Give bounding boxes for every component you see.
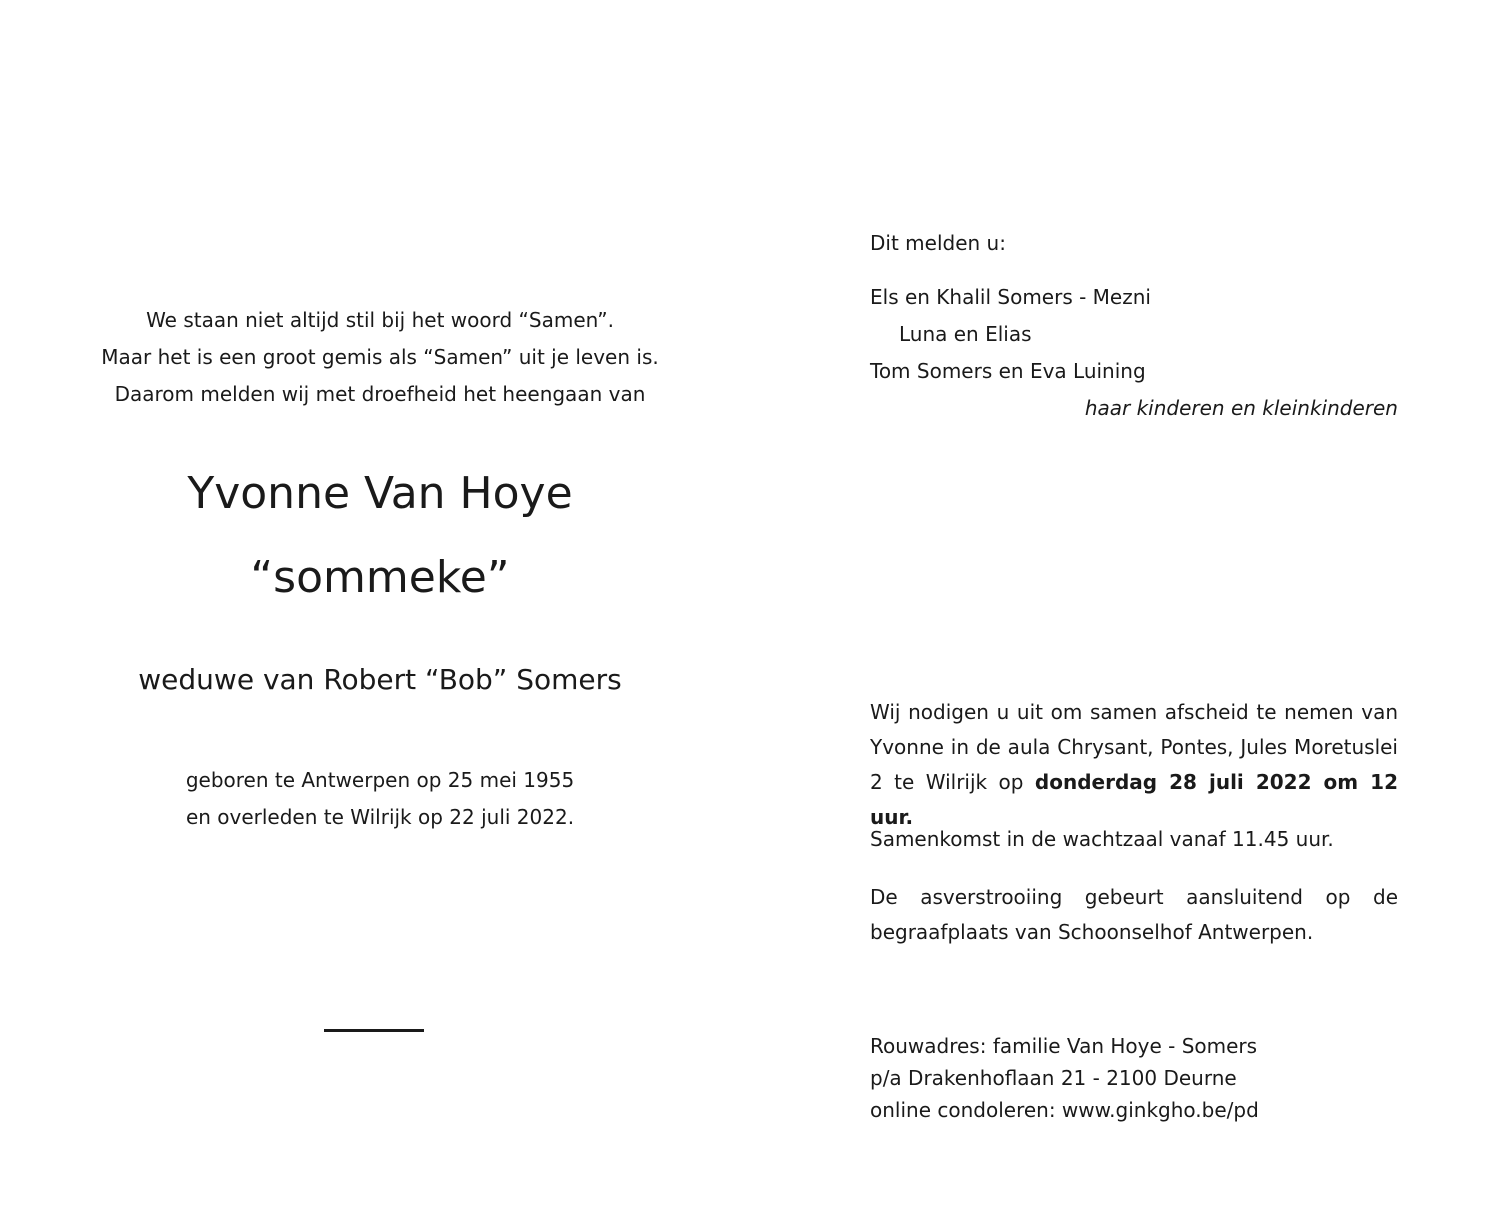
scattering-line-2: begraafplaats van Schoonselhof Antwerpen. bbox=[870, 920, 1314, 944]
divider-line bbox=[324, 1029, 424, 1032]
widow-of: weduwe van Robert “Bob” Somers bbox=[138, 663, 622, 696]
family-line-1: Els en Khalil Somers - Mezni bbox=[870, 285, 1151, 309]
intro-line-3: Daarom melden wij met droefheid het heengaan van bbox=[114, 382, 646, 406]
announce-heading: Dit melden u: bbox=[870, 231, 1006, 255]
address-line-3: online condoleren: www.ginkgho.be/pd bbox=[870, 1098, 1259, 1122]
family-line-3: Tom Somers en Eva Luining bbox=[870, 359, 1146, 383]
birth-line: geboren te Antwerpen op 25 mei 1955 bbox=[185, 768, 575, 792]
family-signature: haar kinderen en kleinkinderen bbox=[1084, 396, 1398, 420]
mourning-address bbox=[870, 1030, 1398, 1126]
gathering-text: Samenkomst in de wachtzaal vanaf 11.45 uur. bbox=[870, 827, 1334, 851]
scattering-line-1: De asverstrooiing gebeurt aansluitend op de bbox=[870, 885, 1398, 909]
intro-text bbox=[60, 302, 700, 413]
deceased-name: Yvonne Van Hoye bbox=[187, 468, 573, 519]
address-line-1: Rouwadres: familie Van Hoye - Somers bbox=[870, 1034, 1258, 1058]
death-line: en overleden te Wilrijk op 22 juli 2022. bbox=[185, 805, 575, 829]
invitation-text: Wij nodigen u uit om samen afscheid te nemen van Yvonne in de aula Chrysant, Pontes, Jules Moretuslei 2 te Wilrijk op bbox=[870, 700, 1398, 794]
intro-line-1: We staan niet altijd stil bij het woord “Samen”. bbox=[146, 308, 614, 332]
intro-line-2: Maar het is een groot gemis als “Samen” uit je leven is. bbox=[101, 345, 659, 369]
scattering-paragraph bbox=[870, 880, 1398, 950]
invitation-date: donderdag 28 juli 2022 om 12 uur. bbox=[870, 770, 1398, 829]
life-dates bbox=[60, 762, 700, 836]
address-line-2: p/a Drakenhoflaan 21 - 2100 Deurne bbox=[870, 1066, 1237, 1090]
family-list bbox=[870, 279, 1398, 427]
deceased-nickname: “sommeke” bbox=[250, 552, 510, 603]
invitation-paragraph bbox=[870, 695, 1398, 835]
family-line-2: Luna en Elias bbox=[899, 322, 1032, 346]
